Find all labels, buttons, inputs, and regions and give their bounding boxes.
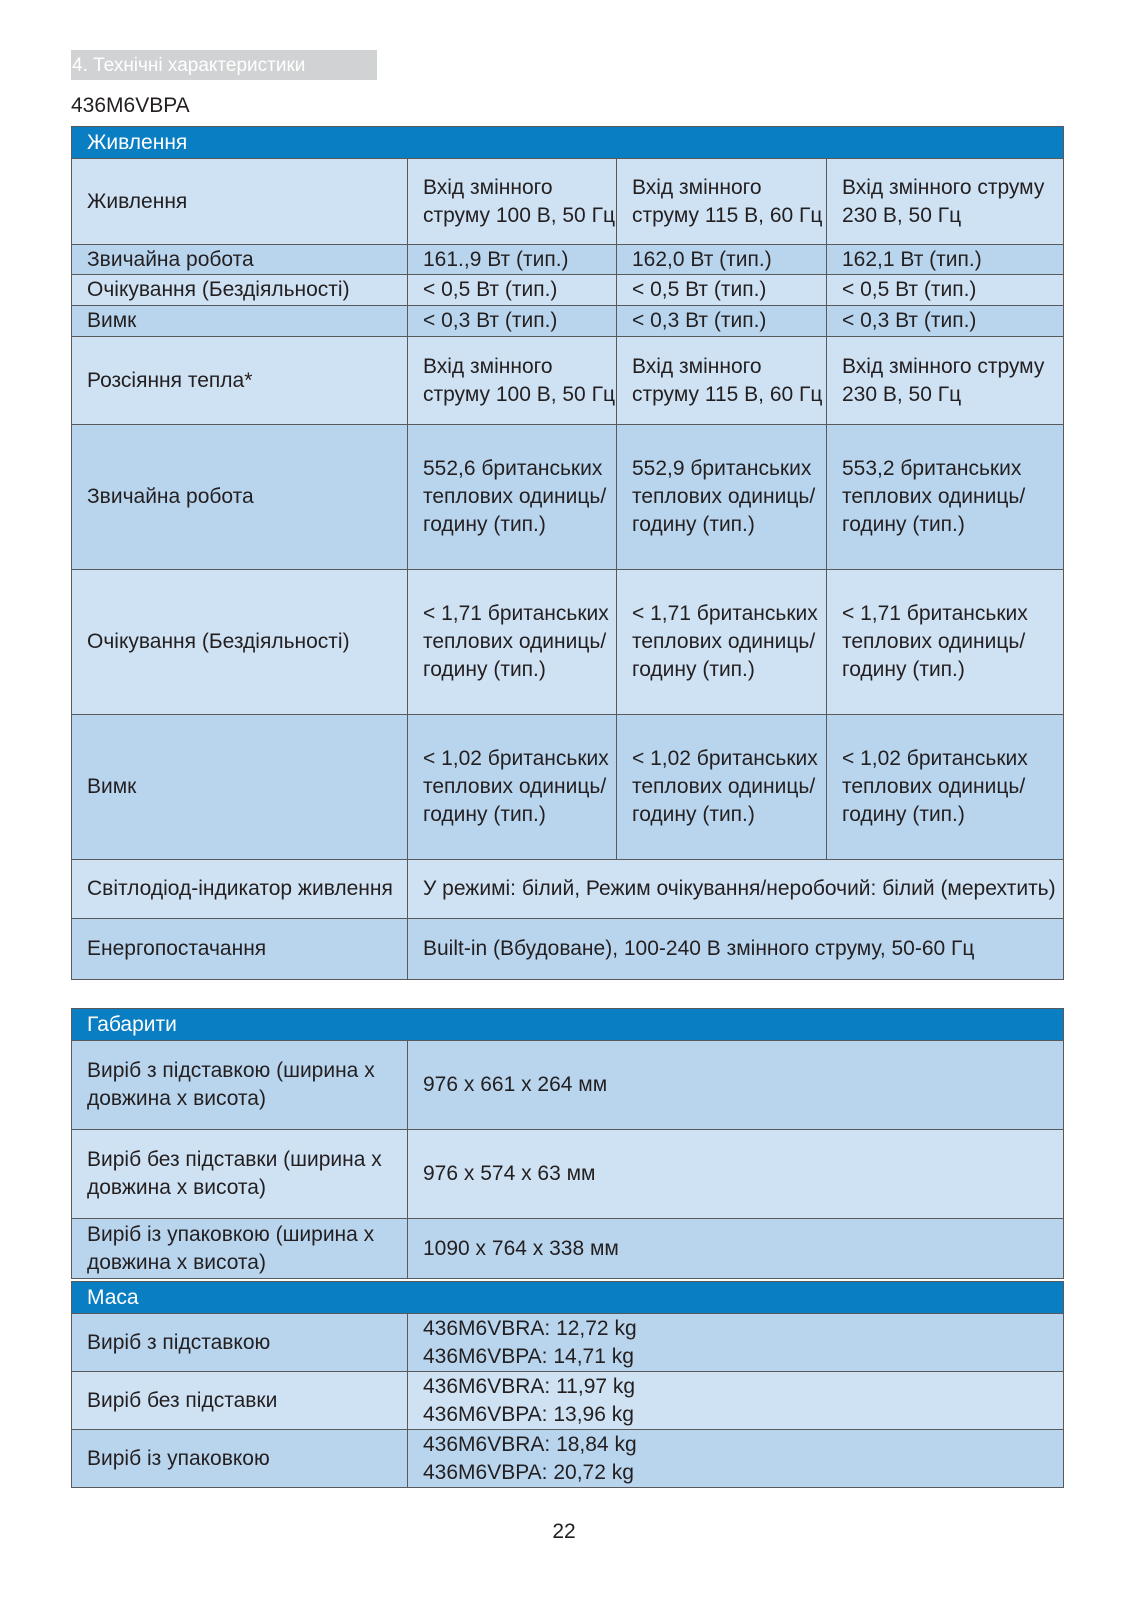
spec-value: < 0,5 Вт (тип.): [408, 275, 617, 306]
spec-label: Виріб із упаковкою: [72, 1430, 408, 1488]
spec-value: < 1,71 британських теплових одиниць/годину (тип.): [617, 570, 827, 715]
spec-label: Виріб з підставкою: [72, 1314, 408, 1372]
spec-label: Енергопостачання: [72, 919, 408, 980]
spec-value: < 0,5 Вт (тип.): [617, 275, 827, 306]
spec-value: 976 x 661 x 264 мм: [408, 1041, 1064, 1130]
spec-value: Вхід змінного струму 115 В, 60 Гц: [617, 159, 827, 245]
power-header: Живлення: [72, 127, 1064, 159]
spec-value: < 0,3 Вт (тип.): [617, 306, 827, 337]
spec-label: Живлення: [72, 159, 408, 245]
mass-line: 436M6VBRA: 12,72 kg: [423, 1316, 637, 1340]
spec-value: 1090 x 764 x 338 мм: [408, 1219, 1064, 1279]
spec-label: Виріб з підставкою (ширина x довжина x висота): [72, 1041, 408, 1130]
spec-value: < 1,71 британських теплових одиниць/годину (тип.): [408, 570, 617, 715]
spec-value: < 0,5 Вт (тип.): [827, 275, 1064, 306]
spec-value: Вхід змінного струму 115 В, 60 Гц: [617, 337, 827, 425]
spec-label: Розсіяння тепла*: [72, 337, 408, 425]
page-number: 22: [552, 1520, 576, 1543]
spec-label: Звичайна робота: [72, 245, 408, 275]
spec-value: [408, 1430, 1064, 1488]
spec-label: Звичайна робота: [72, 425, 408, 570]
spec-value: 161.,9 Вт (тип.): [408, 245, 617, 275]
spec-value: 552,6 британських теплових одиниць/годину (тип.): [408, 425, 617, 570]
spec-value: 976 x 574 x 63 мм: [408, 1130, 1064, 1219]
spec-value: Вхід змінного струму 100 В, 50 Гц: [408, 159, 617, 245]
dimensions-header: Габарити: [72, 1009, 1064, 1041]
spec-value: 162,1 Вт (тип.): [827, 245, 1064, 275]
spec-value: [408, 1314, 1064, 1372]
mass-table: [71, 1281, 1064, 1488]
spec-value: < 0,3 Вт (тип.): [827, 306, 1064, 337]
spec-label: Очікування (Бездіяльності): [72, 570, 408, 715]
spec-label: Очікування (Бездіяльності): [72, 275, 408, 306]
spec-value: Built-in (Вбудоване), 100-240 В змінного струму, 50-60 Гц: [408, 919, 1064, 980]
spec-label: Вимк: [72, 715, 408, 860]
spec-value: < 1,02 британських теплових одиниць/годину (тип.): [617, 715, 827, 860]
mass-line: 436M6VBRA: 18,84 kg: [423, 1432, 637, 1456]
spec-value: 553,2 британських теплових одиниць/годину (тип.): [827, 425, 1064, 570]
spec-value: < 0,3 Вт (тип.): [408, 306, 617, 337]
spec-value: Вхід змінного струму 230 В, 50 Гц: [827, 159, 1064, 245]
spec-value: 552,9 британських теплових одиниць/годину (тип.): [617, 425, 827, 570]
model-title: 436M6VBPA: [71, 94, 190, 117]
mass-line: 436M6VBPA: 13,96 kg: [423, 1402, 634, 1426]
mass-header: Маса: [72, 1282, 1064, 1314]
spec-value: < 1,02 британських теплових одиниць/годину (тип.): [408, 715, 617, 860]
spec-value: < 1,71 британських теплових одиниць/годину (тип.): [827, 570, 1064, 715]
spec-value: 162,0 Вт (тип.): [617, 245, 827, 275]
mass-line: 436M6VBRA: 11,97 kg: [423, 1374, 636, 1398]
spec-label: Вимк: [72, 306, 408, 337]
spec-value: Вхід змінного струму 230 В, 50 Гц: [827, 337, 1064, 425]
spec-label: Світлодіод-індикатор живлення: [72, 860, 408, 919]
spec-value: У режимі: білий, Режим очікування/неробочий: білий (мерехтить): [408, 860, 1064, 919]
spec-label: Виріб без підставки: [72, 1372, 408, 1430]
spec-label: Виріб без підставки (ширина x довжина x висота): [72, 1130, 408, 1219]
section-tab: 4. Технічні характеристики: [71, 50, 377, 80]
spec-value: Вхід змінного струму 100 В, 50 Гц: [408, 337, 617, 425]
spec-label: Виріб із упаковкою (ширина x довжина x висота): [72, 1219, 408, 1279]
power-table: [71, 126, 1064, 980]
mass-line: 436M6VBPA: 14,71 kg: [423, 1344, 634, 1368]
spec-value: [408, 1372, 1064, 1430]
spec-value: < 1,02 британських теплових одиниць/годину (тип.): [827, 715, 1064, 860]
dimensions-table: [71, 1008, 1064, 1279]
mass-line: 436M6VBPA: 20,72 kg: [423, 1460, 634, 1484]
